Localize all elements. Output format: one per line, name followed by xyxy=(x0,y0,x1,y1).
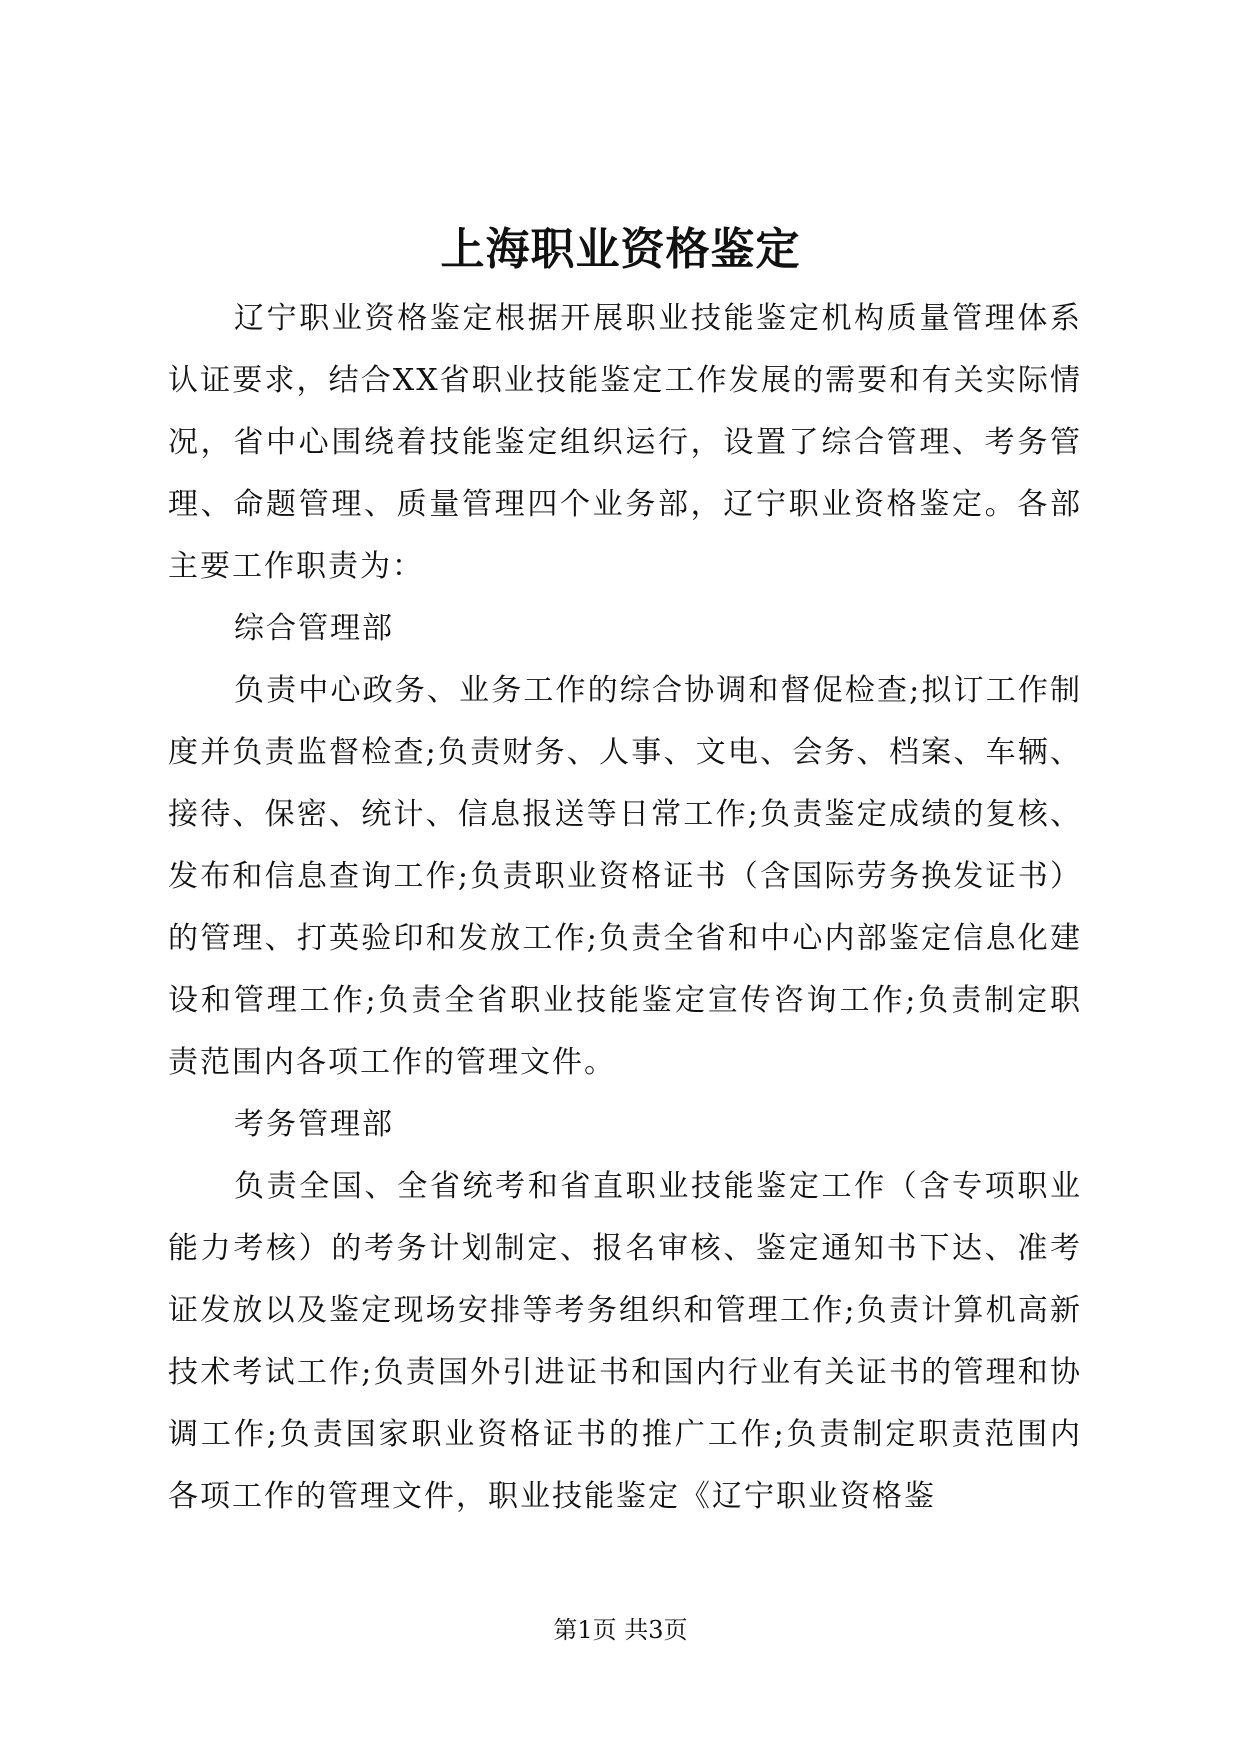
exam-management-paragraph: 负责全国、全省统考和省直职业技能鉴定工作（含专项职业能力考核）的考务计划制定、报名审核、鉴定通知书下达、准考证发放以及鉴定现场安排等考务组织和管理工作;负责计算机高新技术考试工作;负责国外引进证书和国内行业有关证书的管理和协调工作;负责国家职业资格证书的推广工作;负责制定职责范围内各项工作的管理文件，职业技能鉴定《辽宁职业资格鉴 xyxy=(168,1169,1082,1514)
intro-paragraph: 辽宁职业资格鉴定根据开展职业技能鉴定机构质量管理体系认证要求，结合XX省职业技能鉴定工作发展的需要和有关实际情况，省中心围绕着技能鉴定组织运行，设置了综合管理、考务管理、命题管理、质量管理四个业务部，辽宁职业资格鉴定。各部主要工作职责为： xyxy=(168,301,1082,584)
page-footer: 第1页 共3页 xyxy=(553,1616,688,1644)
section-heading-general-management: 综合管理部 xyxy=(234,611,394,646)
document-body xyxy=(168,288,1082,1528)
section-heading-exam-management: 考务管理部 xyxy=(234,1107,394,1142)
document-title: 上海职业资格鉴定 xyxy=(440,224,801,275)
general-management-paragraph: 负责中心政务、业务工作的综合协调和督促检查;拟订工作制度并负责监督检查;负责财务、人事、文电、会务、档案、车辆、接待、保密、统计、信息报送等日常工作;负责鉴定成绩的复核、发布和信息查询工作;负责职业资格证书（含国际劳务换发证书）的管理、打英验印和发放工作;负责全省和中心内部鉴定信息化建设和管理工作;负责全省职业技能鉴定宣传咨询工作;负责制定职责范围内各项工作的管理文件。 xyxy=(168,673,1082,1080)
